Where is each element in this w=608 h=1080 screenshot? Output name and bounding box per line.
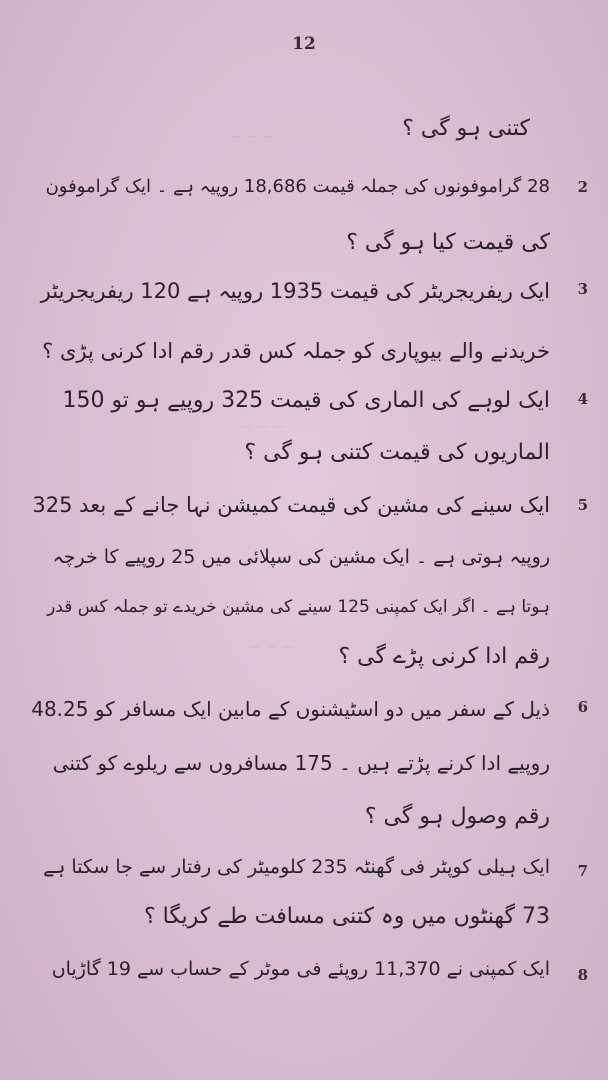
question-6	[30, 690, 590, 840]
question-line: ایک کمپنی نے 11,370 روپئے فی موٹر کے حساب سے 19 گاڑیاں	[51, 958, 550, 980]
question-number: 4	[577, 390, 588, 408]
question-line: خریدنے والے بیوپاری کو جملہ کس قدر رقم ادا کرنی پڑی ؟	[42, 339, 550, 363]
question-line: ایک ریفریجریٹر کی قیمت 1935 روپیہ ہے 120 ریفریجریٹر	[40, 279, 550, 303]
question-number: 5	[577, 496, 588, 514]
question-line: ایک لوہے کی الماری کی قیمت 325 روپیے ہو تو 150	[62, 388, 550, 413]
question-continuation	[30, 110, 590, 150]
question-line: کی قیمت کیا ہو گی ؟	[346, 230, 550, 255]
question-2	[30, 170, 590, 270]
question-number: 3	[577, 280, 588, 298]
question-4	[30, 382, 590, 482]
show-through-text: — — —	[250, 640, 295, 653]
question-line: الماریوں کی قیمت کتنی ہو گی ؟	[244, 440, 550, 465]
question-3	[30, 272, 590, 382]
question-line: ایک ہیلی کوپٹر فی گھنٹہ 235 کلومیٹر کی رفتار سے جا سکتا ہے	[43, 856, 550, 878]
show-through-text: — — —	[230, 130, 275, 143]
show-through-text: — — —	[240, 420, 285, 433]
question-line: 73 گھنٹوں میں وہ کتنی مسافت طے کریگا ؟	[143, 904, 550, 929]
question-line: ایک سینے کی مشین کی قیمت کمیشن نہا جانے کے بعد 325	[32, 493, 550, 517]
question-number: 2	[577, 178, 588, 196]
page-number: 12	[292, 34, 316, 54]
question-line: روپیہ ہوتی ہے ۔ ایک مشین کی سپلائی میں 25 روپیے کا خرچہ	[52, 546, 550, 568]
question-line: روپیے ادا کرنے پڑتے ہیں ۔ 175 مسافروں سے ریلوے کو کتنی	[52, 751, 550, 775]
question-number: 7	[577, 862, 588, 880]
question-line: ہوتا ہے ۔ اگر ایک کمپنی 125 سینے کی مشین خریدے تو جملہ کس قدر	[47, 597, 550, 617]
question-line: 28 گراموفونوں کی جملہ قیمت 18,686 روپیہ ہے ۔ ایک گراموفون	[45, 176, 550, 197]
question-line: ذیل کے سفر میں دو اسٹیشنوں کے مابین ایک مسافر کو 48.25	[31, 697, 550, 721]
question-line: رقم ادا کرنی پڑے گی ؟	[338, 644, 550, 669]
question-line: کتنی ہو گی ؟	[402, 116, 530, 141]
question-7	[30, 848, 590, 948]
question-number: 6	[577, 698, 588, 716]
question-5	[30, 488, 590, 678]
question-8	[30, 950, 590, 1000]
question-line: رقم وصول ہو گی ؟	[364, 804, 550, 829]
question-number: 8	[577, 966, 588, 984]
